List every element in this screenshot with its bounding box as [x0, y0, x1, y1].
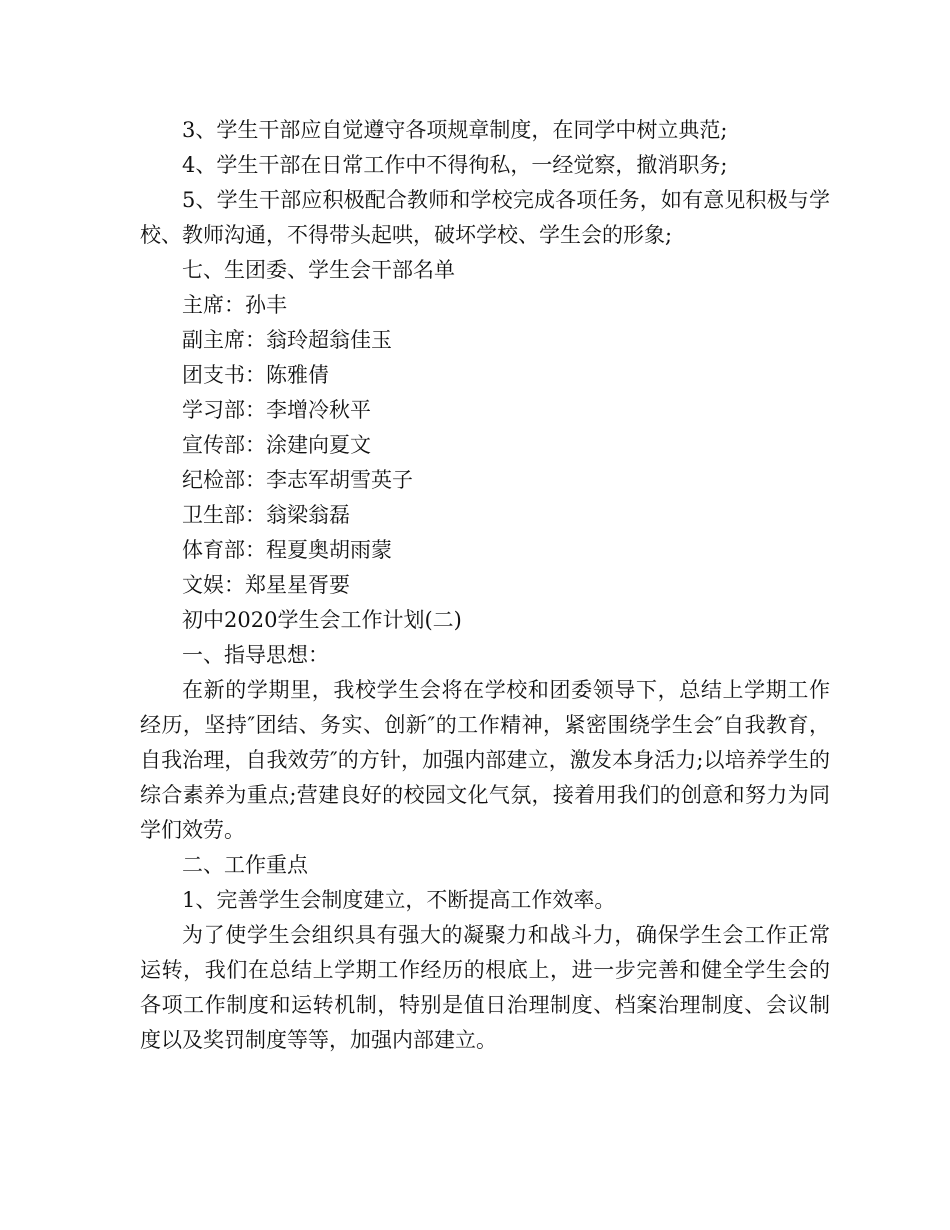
- work-focus-paragraph: 为了使学生会组织具有强大的凝聚力和战斗力，确保学生会工作正常运转，我们在总结上学期工作经历的根底上，进一步完善和健全学生会的各项工作制度和运转机制，特别是值日治理制度、档案治理制度、会议制度以及奖罚制度等等，加强内部建立。: [140, 923, 830, 1052]
- cadre-vice-chairman: 副主席：翁玲超翁佳玉: [182, 328, 392, 352]
- document-body: [140, 113, 830, 1058]
- section-heading-work-focus: 二、工作重点: [182, 853, 308, 877]
- cadre-discipline-dept: 纪检部：李志军胡雪英子: [182, 468, 413, 492]
- cadre-chairman: 主席：孙丰: [182, 293, 287, 317]
- work-focus-item-1: 1、完善学生会制度建立，不断提高工作效率。: [182, 888, 616, 912]
- section-heading-guiding-ideology: 一、指导思想：: [182, 643, 329, 667]
- section-heading-cadre-list: 七、生团委、学生会干部名单: [182, 258, 455, 282]
- cadre-league-secretary: 团支书：陈雅倩: [182, 363, 329, 387]
- cadre-entertainment: 文娱：郑星星胥要: [182, 573, 350, 597]
- plan-title: 初中2020学生会工作计划(二): [182, 608, 462, 632]
- rule-item-5: 5、学生干部应积极配合教师和学校完成各项任务，如有意见积极与学校、教师沟通，不得带头起哄，破坏学校、学生会的形象;: [140, 188, 830, 247]
- guiding-ideology-paragraph: 在新的学期里，我校学生会将在学校和团委领导下，总结上学期工作经历，坚持″团结、务实、创新″的工作精神，紧密围绕学生会″自我教育，自我治理，自我效劳″的方针，加强内部建立，激发本身活力;以培养学生的综合素养为重点;营建良好的校园文化气氛，接着用我们的创意和努力为同学们效劳。: [140, 678, 830, 842]
- cadre-study-dept: 学习部：李增冷秋平: [182, 398, 371, 422]
- rule-item-4: 4、学生干部在日常工作中不得徇私，一经觉察，撤消职务;: [182, 153, 728, 177]
- rule-item-3: 3、学生干部应自觉遵守各项规章制度，在同学中树立典范;: [182, 118, 728, 142]
- cadre-publicity-dept: 宣传部：涂建向夏文: [182, 433, 371, 457]
- cadre-sports-dept: 体育部：程夏奥胡雨蒙: [182, 538, 392, 562]
- cadre-hygiene-dept: 卫生部：翁梁翁磊: [182, 503, 350, 527]
